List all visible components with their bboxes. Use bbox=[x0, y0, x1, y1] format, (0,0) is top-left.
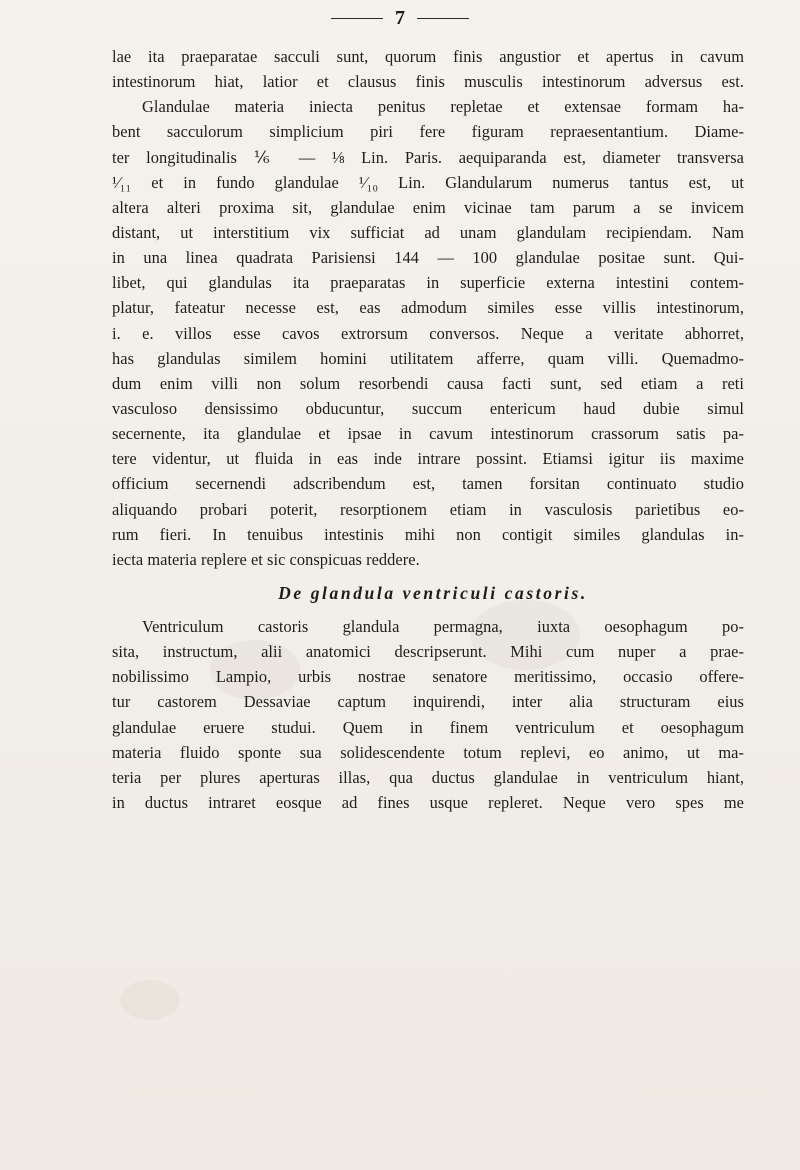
text-line: bent sacculorum simplicium piri fere figuram repraesentantium. Diame- bbox=[112, 122, 744, 142]
text-line: sita, instructum, alii anatomici descripserunt. Mihi cum nuper a prae- bbox=[112, 642, 744, 662]
text-line: dum enim villi non solum resorbendi causa facti sunt, sed etiam a reti bbox=[112, 373, 744, 393]
text-line: ter longitudinalis ⅙ — ⅛ Lin. Paris. aequiparanda est, diameter transversa bbox=[112, 147, 744, 167]
header-rule-right bbox=[417, 18, 469, 19]
text-line: teria per plures aperturas illas, qua ductus glandulae in ventriculum hiant, bbox=[112, 767, 744, 787]
text-line: aliquando probari poterit, resorptionem etiam in vasculosis parietibus eo- bbox=[112, 499, 744, 519]
text-line: rum fieri. In tenuibus intestinis mihi non contigit similes glandulas in- bbox=[112, 524, 744, 544]
text-line: Glandulae materia iniecta penitus repletae et extensae formam ha- bbox=[142, 97, 744, 117]
body-text bbox=[112, 44, 744, 815]
text-line: iecta materia replere et sic conspicuas reddere. bbox=[112, 549, 420, 569]
page-number: 7 bbox=[395, 7, 405, 29]
text-line: platur, fateatur necesse est, eas admodum similes esse villis intestinorum, bbox=[112, 298, 744, 318]
text-line: intestinorum hiat, latior et clausus finis musculis intestinorum adversus est. bbox=[112, 72, 744, 92]
text-line: tere videntur, ut fluida in eas inde intrare possint. Etiamsi igitur iis maxime bbox=[112, 449, 744, 469]
text-line: glandulae eruere studui. Quem in finem ventriculum et oesophagum bbox=[112, 717, 744, 737]
text-line: materia fluido sponte sua solidescendente totum replevi, eo animo, ut ma- bbox=[112, 742, 744, 762]
text-line: in una linea quadrata Parisiensi 144 — 100 glandulae positae sunt. Qui- bbox=[112, 248, 744, 268]
text-line: nobilissimo Lampio, urbis nostrae senatore meritissimo, occasio offere- bbox=[112, 667, 744, 687]
text-line: ¹⁄₁₁ et in fundo glandulae ¹⁄₁₀ Lin. Glandularum numerus tantus est, ut bbox=[112, 172, 744, 192]
text-line: Ventriculum castoris glandula permagna, iuxta oesophagum po- bbox=[142, 616, 744, 636]
paper-stain bbox=[120, 980, 180, 1020]
text-line: officium secernendi adscribendum est, tamen forsitan continuato studio bbox=[112, 474, 744, 494]
text-line: i. e. villos esse cavos extrorsum conversos. Neque a veritate abhorret, bbox=[112, 323, 744, 343]
text-line: altera alteri proxima sit, glandulae enim vicinae tam parum a se invicem bbox=[112, 197, 744, 217]
section-heading: De glandula ventriculi castoris. bbox=[278, 582, 588, 603]
text-line: secernente, ita glandulae et ipsae in cavum intestinorum crassorum satis pa- bbox=[112, 424, 744, 444]
page-header bbox=[0, 8, 800, 32]
text-line: tur castorem Dessaviae captum inquirendi, inter alia structuram eius bbox=[112, 692, 744, 712]
text-line: in ductus intraret eosque ad fines usque repleret. Neque vero spes me bbox=[112, 792, 744, 812]
text-line: lae ita praeparatae sacculi sunt, quorum finis angustior et apertus in cavum bbox=[112, 47, 744, 66]
header-rule-left bbox=[331, 18, 383, 19]
text-line: vasculoso densissimo obducuntur, succum entericum haud dubie simul bbox=[112, 398, 744, 418]
text-line: distant, ut interstitium vix sufficiat ad unam glandulam recipiendam. Nam bbox=[112, 222, 744, 242]
text-line: has glandulas similem homini utilitatem afferre, quam villi. Quemadmo- bbox=[112, 348, 744, 368]
text-line: libet, qui glandulas ita praeparatas in superficie externa intestini contem- bbox=[112, 273, 744, 293]
